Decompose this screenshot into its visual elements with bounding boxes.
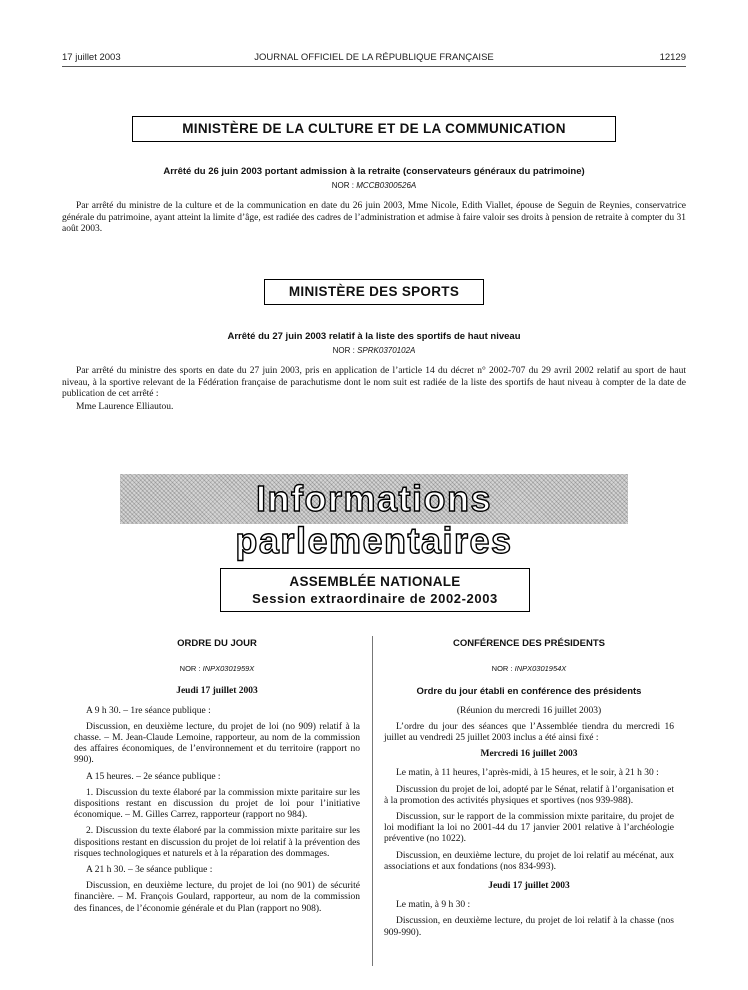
right-day1-paragraph: Discussion, sur le rapport de la commission mixte paritaire, du projet de loi modifiant la loi no 2001-44 du 17 janvier 2001 relative à l’archéologie préventive (no 1022). [384,812,674,845]
sports-nor-code: SPRK0370102A [357,346,416,355]
assembly-box [220,568,530,612]
informations-parlementaires-banner [120,474,628,561]
right-intro: L’ordre du jour des séances que l’Assemblée tiendra du mercredi 16 juillet au vendredi 25 juillet 2003 inclus a été ainsi fixé : [384,721,674,744]
right-day1-paragraph: Le matin, à 11 heures, l’après-midi, à 15 heures, et le soir, à 21 h 30 : [396,768,659,779]
sports-nor [0,346,748,355]
banner-text: Informations parlementaires [235,478,513,561]
left-paragraph: Discussion, en deuxième lecture, du projet de loi (no 909) relatif à la chasse. – M. Jean-Claude Lemoine, rapporteur, au nom de la commission des affaires économiques, de l’environnement et du territoire (rapport no 990). [74,721,360,766]
journal-title: JOURNAL OFFICIEL DE LA RÉPUBLIQUE FRANÇAISE [254,52,494,63]
left-paragraph: A 9 h 30. – 1re séance publique : [86,705,211,716]
culture-nor-code: MCCB0300526A [356,181,417,190]
sports-athlete-name: Mme Laurence Elliautou. [76,402,174,412]
right-day2-paragraph: Le matin, à 9 h 30 : [396,900,471,911]
ordre-du-jour-column [74,638,360,920]
right-day2-paragraph: Discussion, en deuxième lecture, du projet de loi relatif à la chasse (nos 909-990). [384,916,674,938]
right-subtitle: Ordre du jour établi en conférence des présidents [416,686,642,698]
sports-arrete-text: Par arrêté du ministre des sports en date du 27 juin 2003, pris en application de l’article 14 du décret n° 2002-707 du 29 avril 2002 relatif au sport de haut niveau, à la sportive relevant de la Fédération française de parachutisme dont le nom suit est radiée de la liste des sportifs de haut niveau à compter de la date de publication de cet arrêté : [62,366,686,399]
header-date: 17 juillet 2003 [62,52,121,63]
header-rule [62,66,686,67]
culture-arrete-text: Par arrêté du ministre de la culture et de la communication en date du 26 juin 2003, Mme Nicole, Edith Viallet, épouse de Seguin de Reynies, conservatrice générale du patrimoine, ayant atteint la limite d’âge, est radiée des cadres de l’administration et admise à faire valoir ses droits à pension de retraite à compter du 31 août 2003. [62,201,686,234]
page-number: 12129 [659,52,686,63]
culture-nor [0,181,748,190]
right-nor-code: INPX0301954X [514,664,567,674]
left-paragraph: A 15 heures. – 2e séance publique : [86,771,221,782]
left-date-heading: Jeudi 17 juillet 2003 [176,686,258,697]
column-divider [372,636,373,966]
right-day1-paragraph: Discussion du projet de loi, adopté par le Sénat, relatif à l’organisation et à la promotion des activités physiques et sportives (nos 939-988). [384,784,674,806]
left-paragraph: A 21 h 30. – 3e séance publique : [86,865,213,876]
left-column-title: ORDRE DU JOUR [177,638,257,649]
assembly-name: ASSEMBLÉE NATIONALE [289,574,461,589]
left-paragraph: Discussion, en deuxième lecture, du projet de loi (no 901) de sécurité financière. – M. François Goulard, rapporteur, au nom de la commission des finances, de l’économie générale et du Plan (rapport no 908). [74,881,360,914]
ministry-culture-box: MINISTÈRE DE LA CULTURE ET DE LA COMMUNICATION [132,116,616,142]
right-column-title: CONFÉRENCE DES PRÉSIDENTS [452,638,606,649]
right-day1-paragraph: Discussion, en deuxième lecture, du projet de loi relatif au mécénat, aux associations et aux fondations (nos 834-993). [384,850,674,872]
left-paragraph: 1. Discussion du texte élaboré par la commission mixte paritaire sur les dispositions restant en discussion du projet de loi pour l’initiative économique. – M. Gilles Carrez, rapporteur (rapport no 984). [74,787,360,821]
left-nor [74,663,360,674]
left-paragraph: 2. Discussion du texte élaboré par la commission mixte paritaire sur les dispositions restant en discussion du projet de loi relatif à la prévention des risques technologiques et naturels et à la réparation des dommages. [74,826,360,859]
right-meeting-note: (Réunion du mercredi 16 juillet 2003) [456,705,602,716]
sports-nor-prefix: NOR : [332,346,355,355]
conference-presidents-column [384,638,674,944]
right-nor-prefix: NOR : [491,664,513,674]
assembly-session: Session extraordinaire de 2002-2003 [252,591,498,606]
right-day1-heading: Mercredi 16 juillet 2003 [480,749,578,760]
sports-arrete-title: Arrêté du 27 juin 2003 relatif à la liste des sportifs de haut niveau [227,331,521,342]
right-day2-heading: Jeudi 17 juillet 2003 [488,881,570,892]
left-nor-code: INPX0301959X [202,664,255,674]
culture-nor-prefix: NOR : [331,181,354,190]
ministry-sports-box: MINISTÈRE DES SPORTS [264,279,484,305]
right-nor [384,663,674,674]
culture-arrete-title: Arrêté du 26 juin 2003 portant admission à la retraite (conservateurs généraux du patrimoine) [163,166,585,177]
left-nor-prefix: NOR : [179,664,201,674]
